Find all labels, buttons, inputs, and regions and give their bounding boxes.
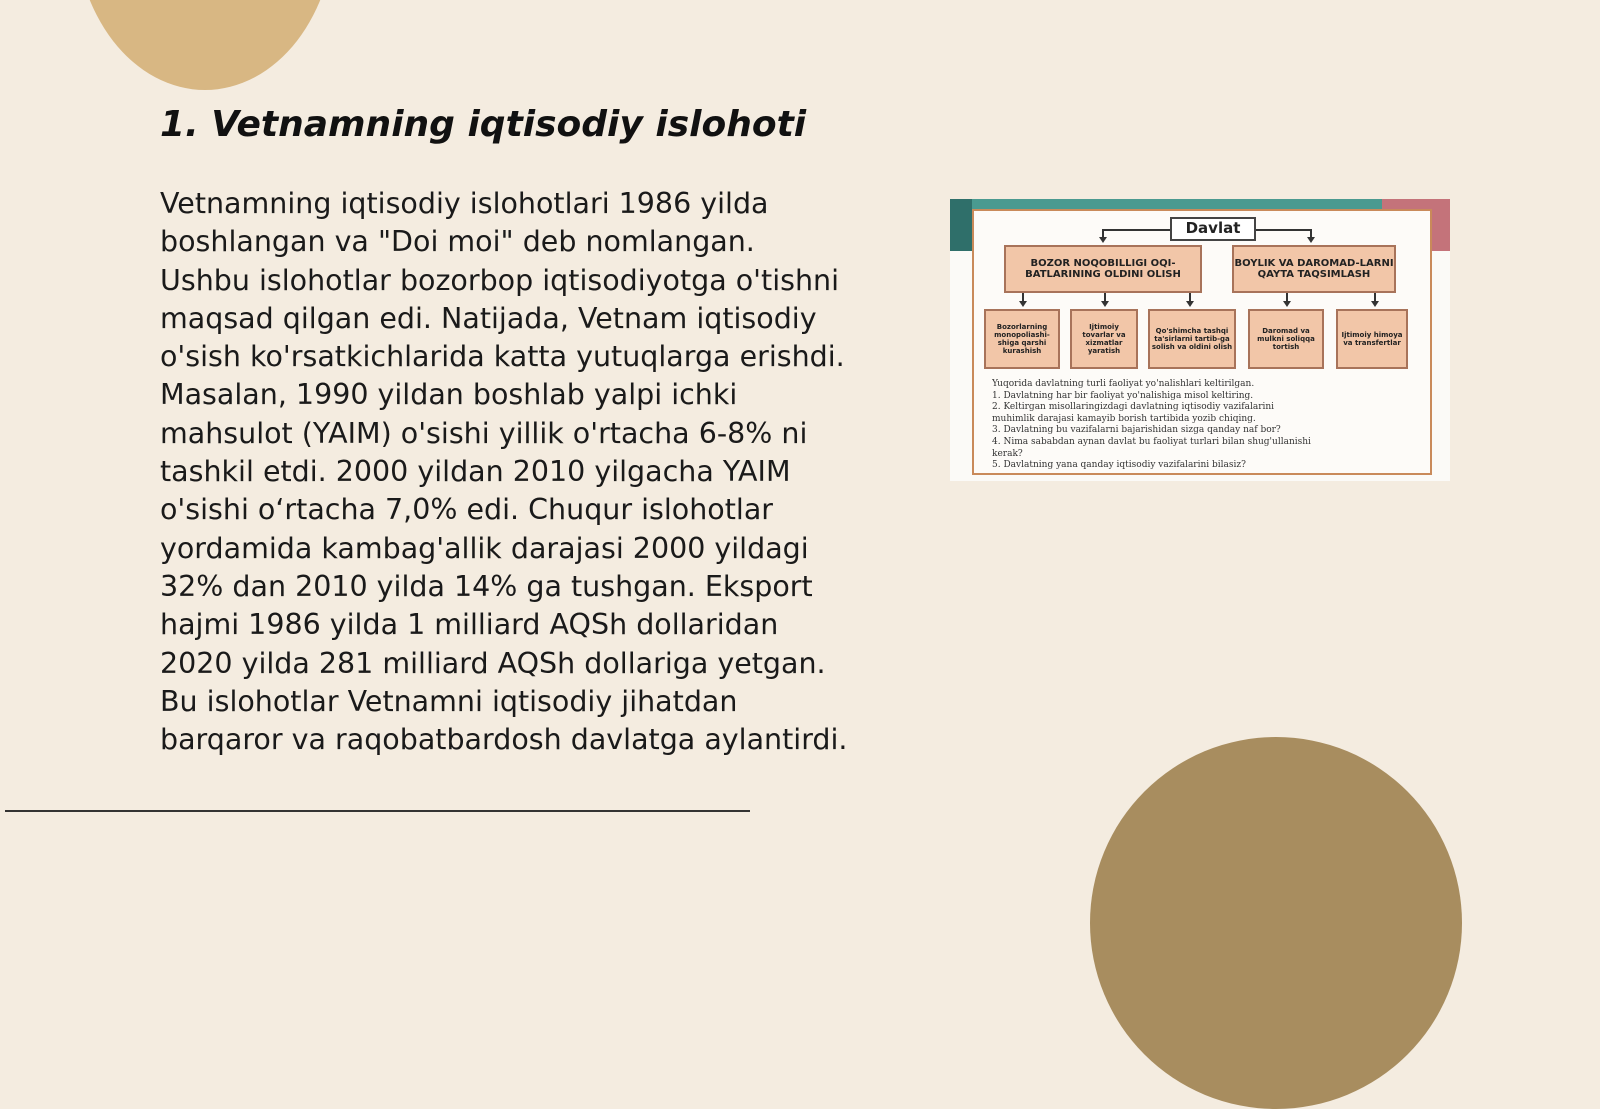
arrow-down-icon (1099, 237, 1107, 243)
arrow-down-icon (1186, 301, 1194, 307)
arrow-down-icon (1283, 301, 1291, 307)
diagram-leaf-box-5: Ijtimoiy himoya va transfertlar (1336, 309, 1408, 369)
diagram-leaf-box-3: Qo'shimcha tashqi ta'sirlarni tartib-ga solish va oldini olish (1148, 309, 1236, 369)
decorative-circle-top (75, 0, 335, 90)
question-line: 1. Davlatning har bir faoliyat yo'nalishiga misol keltiring. (992, 390, 1254, 401)
arrow-down-icon (1371, 301, 1379, 307)
diagram-leaf-box-4: Daromad va mulkni soliqqa tortish (1248, 309, 1324, 369)
diagram-leaf-box-1: Bozorlarning monopoliashi-shiga qarshi kurashish (984, 309, 1060, 369)
decorative-circle-bottom (1090, 737, 1462, 1109)
question-line: 2. Keltirgan misollaringizdagi davlatning iqtisodiy vazifalarini (992, 402, 1275, 413)
question-line: 5. Davlatning yana qanday iqtisodiy vazifalarini bilasiz? (992, 460, 1246, 471)
state-functions-diagram (950, 199, 1450, 481)
question-line: muhimlik darajasi kamayib borish tartibida yozib chiqing. (992, 413, 1256, 424)
diagram-branch-box-1: BOZOR NOQOBILLIGI OQI-BATLARINING OLDINI OLISH (1004, 245, 1202, 293)
divider-line (5, 810, 750, 812)
question-line: 3. Davlatning bu vazifalarni bajarishidan sizga qanday naf bor? (992, 425, 1281, 436)
diagram-branch-box-2: BOYLIK VA DAROMAD-LARNI QAYTA TAQSIMLASH (1232, 245, 1396, 293)
decorative-band-left (950, 199, 972, 251)
arrow-down-icon (1307, 237, 1315, 243)
diagram-questions (992, 379, 1422, 472)
diagram-leaf-box-2: Ijtimoiy tovarlar va xizmatlar yaratish (1070, 309, 1138, 369)
slide-title: 1. Vetnamning iqtisodiy islohoti (160, 104, 807, 145)
decorative-band-top (972, 199, 1382, 209)
question-line: Yuqorida davlatning turli faoliyat yo'nalishlari keltirilgan. (992, 379, 1255, 389)
question-line: kerak? (992, 448, 1023, 459)
arrow-down-icon (1101, 301, 1109, 307)
diagram-root-box: Davlat (1170, 217, 1256, 241)
connector-root-left (1102, 229, 1172, 231)
arrow-down-icon (1019, 301, 1027, 307)
diagram-frame (972, 209, 1432, 475)
slide-body-text: Vetnamning iqtisodiy islohotlari 1986 yilda boshlangan va "Doi moi" deb nomlangan. Ushbu islohotlar bozorbop iqtisodiyotga o'tishni maqsad qilgan edi. Natijada, Vetnam iqtisodiy o'sish ko'rsatkichlarida katta yutuqlarga erishdi. Masalan, 1990 yildan boshlab yalpi ichki mahsulot (YAIM) o'sishi yillik o'rtacha 6-8% ni tashkil etdi. 2000 yildan 2010 yilgacha YAIM o'sishi o‘rtacha 7,0% edi. Chuqur islohotlar yordamida kambag'allik darajasi 2000 yildagi 32% dan 2010 yilda 14% ga tushgan. Eksport hajmi 1986 yilda 1 milliard AQSh dollaridan 2020 yilda 281 milliard AQSh dollariga yetgan. Bu islohotlar Vetnamni iqtisodiy jihatdan barqaror va raqobatbardosh davlatga aylantirdi. (160, 187, 848, 757)
question-line: 4. Nima sababdan aynan davlat bu faoliyat turlari bilan shug'ullanishi (992, 436, 1311, 447)
connector-root-right (1254, 229, 1312, 231)
